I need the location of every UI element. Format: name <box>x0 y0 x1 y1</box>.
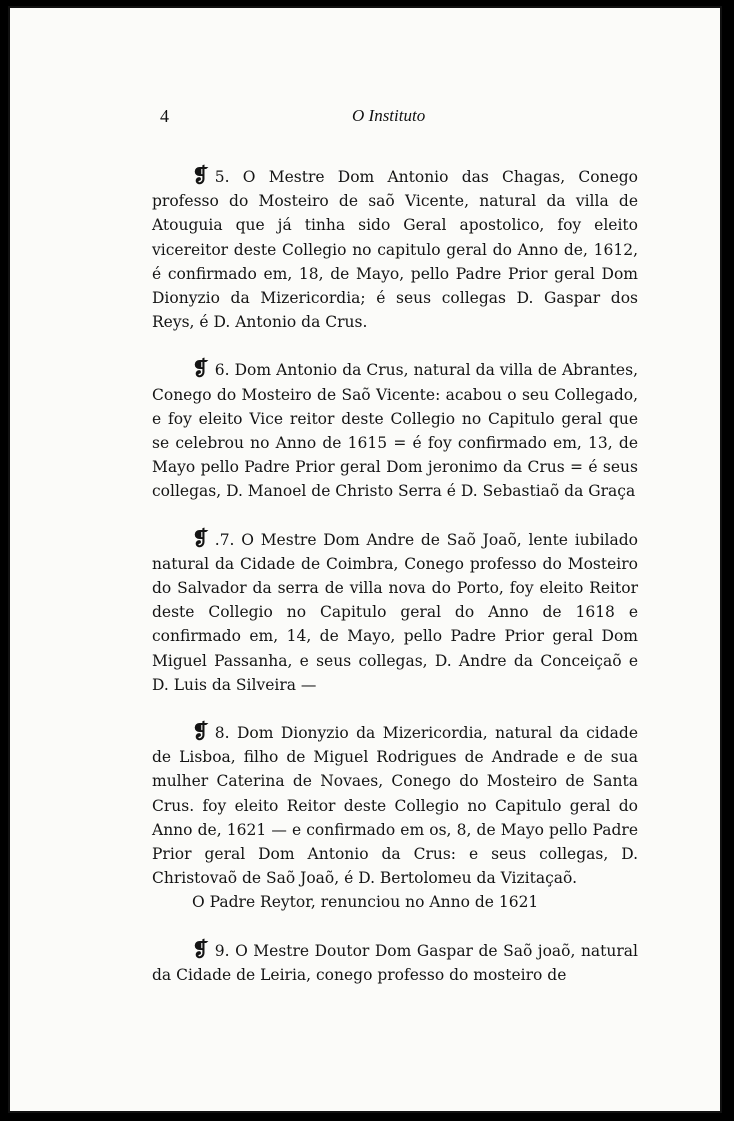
paragraph-7 <box>152 525 638 697</box>
paragraph-9 <box>152 936 638 987</box>
paragraph-text: O Mestre Dom Antonio das Chagas, Conego professo do Mosteiro de saõ Vicente, natural da villa de Atouguia que já tinha sido Geral apostolico, foy eleito vicereitor deste Collegio no capitulo geral do Anno de, 1612, é confirmado em, 18, de Mayo, pello Padre Prior geral Dom Dionyzio da Mizericordia; é seus collegas D. Gaspar dos Reys, é D. Antonio da Crus. <box>152 168 638 332</box>
paragraph-text: O Mestre Dom Andre de Saõ Joaõ, lente iubilado natural da Cidade de Coimbra, Conego professo do Mosteiro do Salvador da serra de villa nova do Porto, foy eleito Reitor deste Collegio no Capitulo geral do Anno de 1618 e confirmado em, 14, de Mayo, pello Padre Prior geral Dom Miguel Passanha, e seus collegas, D. Andre da Conceiçaõ e D. Luis da Silveira — <box>152 530 638 694</box>
paragraph-number: 6. <box>214 361 230 380</box>
paragraph-number: 9. <box>214 941 230 960</box>
paragraph-5 <box>152 165 638 334</box>
paragraph-text: O Padre Reytor, renunciou no Anno de 1621 <box>192 893 539 912</box>
page-header <box>160 106 580 136</box>
paragraph-text: O Mestre Doutor Dom Gaspar de Saõ joaõ, natural da Cidade de Leiria, conego professo do mosteiro de <box>152 941 638 984</box>
paragraph-mark-icon: ❡ <box>192 719 209 744</box>
paragraph-number: 5. <box>214 168 230 186</box>
body-text <box>152 165 638 1011</box>
paragraph-number: 8. <box>214 724 230 743</box>
paragraph-mark-icon: ❡ <box>192 936 209 961</box>
paragraph-mark-icon: ❡ <box>192 163 209 187</box>
paragraph-text: Dom Antonio da Crus, natural da villa de Abrantes, Conego do Mosteiro de Saõ Vicente: acabou o seu Collegado, e foy eleito Vice reitor deste Collegio no Capitulo geral que se celebrou no Anno de 1615 = é foy confirmado em, 13, de Mayo pello Padre Prior geral Dom jeronimo da Crus = é seus collegas, D. Manoel de Christo Serra é D. Sebastiaõ da Graça <box>152 361 638 501</box>
running-title: O Instituto <box>352 106 426 125</box>
paragraph-number: .7. <box>214 530 235 549</box>
page-number: 4 <box>160 106 169 126</box>
paragraph-text: Dom Dionyzio da Mizericordia, natural da cidade de Lisboa, filho de Miguel Rodrigues de Andrade e de sua mulher Caterina de Novaes, Conego do Mosteiro de Santa Crus. foy eleito Reitor deste Collegio no Capitulo geral do Anno de, 1621 — e confirmado em os, 8, de Mayo pello Padre Prior geral Dom Antonio da Crus: e seus collegas, D. Christovaõ de Saõ Joaõ, é D. Bertolomeu da Vizitaçaõ. <box>152 724 638 888</box>
paragraph-note <box>152 890 638 914</box>
paragraph-8 <box>152 721 638 890</box>
paragraph-mark-icon: ❡ <box>192 356 209 381</box>
paragraph-mark-icon: ❡ <box>192 525 209 550</box>
paragraph-6 <box>152 358 638 503</box>
